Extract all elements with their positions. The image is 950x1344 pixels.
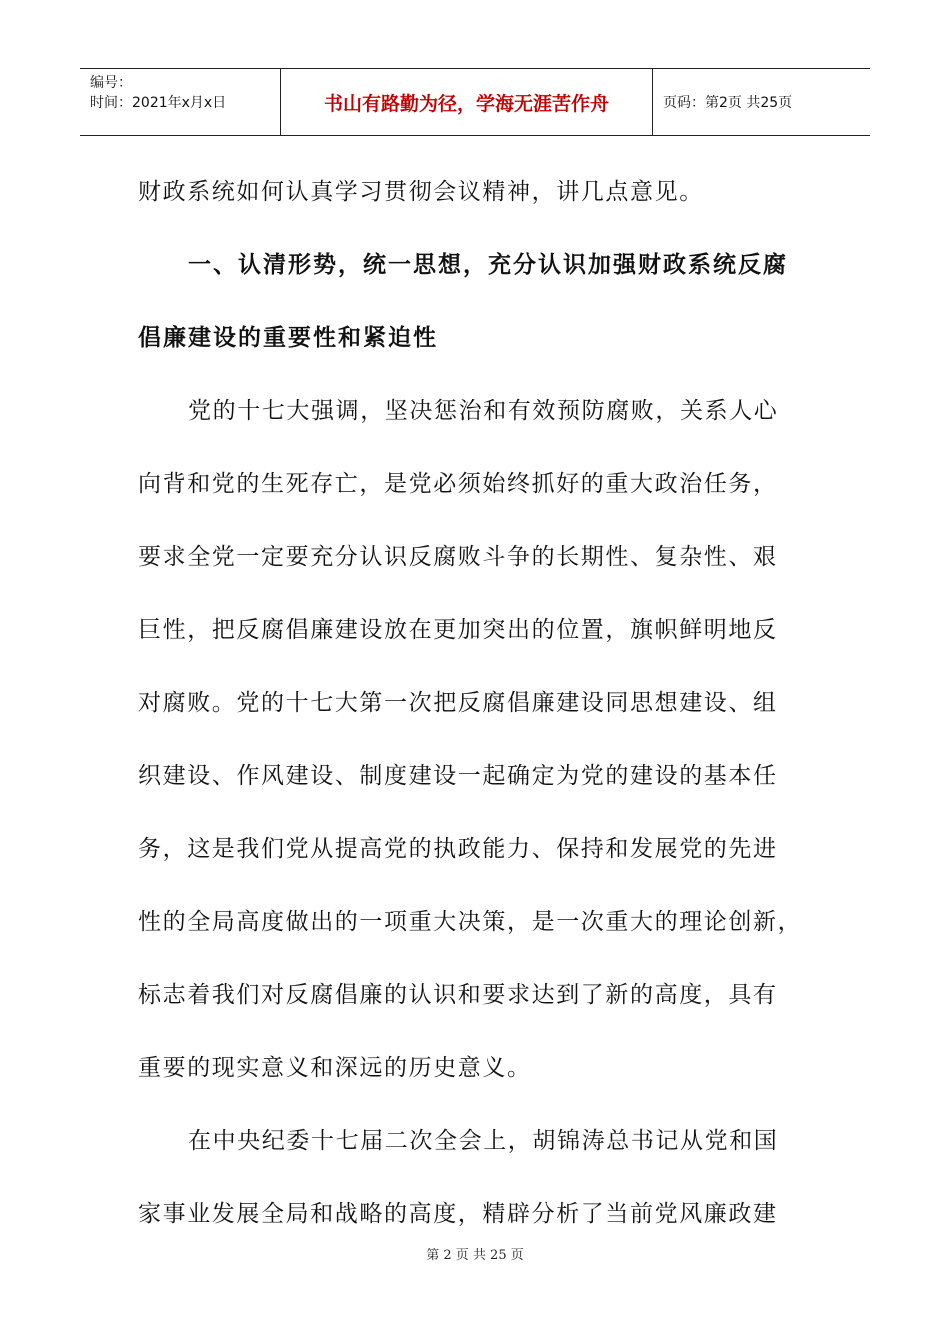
body-line: 巨性，把反腐倡廉建设放在更加突出的位置，旗帜鲜明地反	[138, 617, 778, 643]
body-line: 标志着我们对反腐倡廉的认识和要求达到了新的高度，具有	[138, 982, 778, 1008]
body-line: 党的十七大强调，坚决惩治和有效预防腐败，关系人心	[188, 398, 779, 424]
body-line: 性的全局高度做出的一项重大决策，是一次重大的理论创新，	[138, 909, 803, 935]
header-motto: 书山有路勤为径，学海无涯苦作舟	[281, 69, 653, 135]
body-line: 对腐败。党的十七大第一次把反腐倡廉建设同思想建设、组	[138, 690, 778, 716]
body-line: 重要的现实意义和深远的历史意义。	[138, 1055, 532, 1081]
section-heading-line: 倡廉建设的重要性和紧迫性	[138, 325, 438, 351]
page-header	[80, 68, 870, 136]
header-page-info: 页码：第2页 共25页	[663, 95, 793, 111]
body-line: 要求全党一定要充分认识反腐败斗争的长期性、复杂性、艰	[138, 544, 778, 570]
document-body	[138, 160, 828, 1255]
page-footer: 第 2 页 共 25 页	[426, 1248, 524, 1263]
body-line: 财政系统如何认真学习贯彻会议精神，讲几点意见。	[138, 179, 704, 205]
body-line: 在中央纪委十七届二次全会上，胡锦涛总书记从党和国	[188, 1128, 779, 1154]
body-line: 向背和党的生死存亡，是党必须始终抓好的重大政治任务，	[138, 471, 778, 497]
section-heading-line: 一、认清形势，统一思想，充分认识加强财政系统反腐	[188, 252, 788, 278]
header-meta-cell	[80, 69, 281, 135]
document-number-label: 编号：	[90, 75, 132, 91]
body-line: 务，这是我们党从提高党的执政能力、保持和发展党的先进	[138, 836, 778, 862]
body-line: 织建设、作风建设、制度建设一起确定为党的建设的基本任	[138, 763, 778, 789]
document-time-label: 时间：2021年x月x日	[90, 95, 227, 111]
body-line: 家事业发展全局和战略的高度，精辟分析了当前党风廉政建	[138, 1201, 778, 1227]
